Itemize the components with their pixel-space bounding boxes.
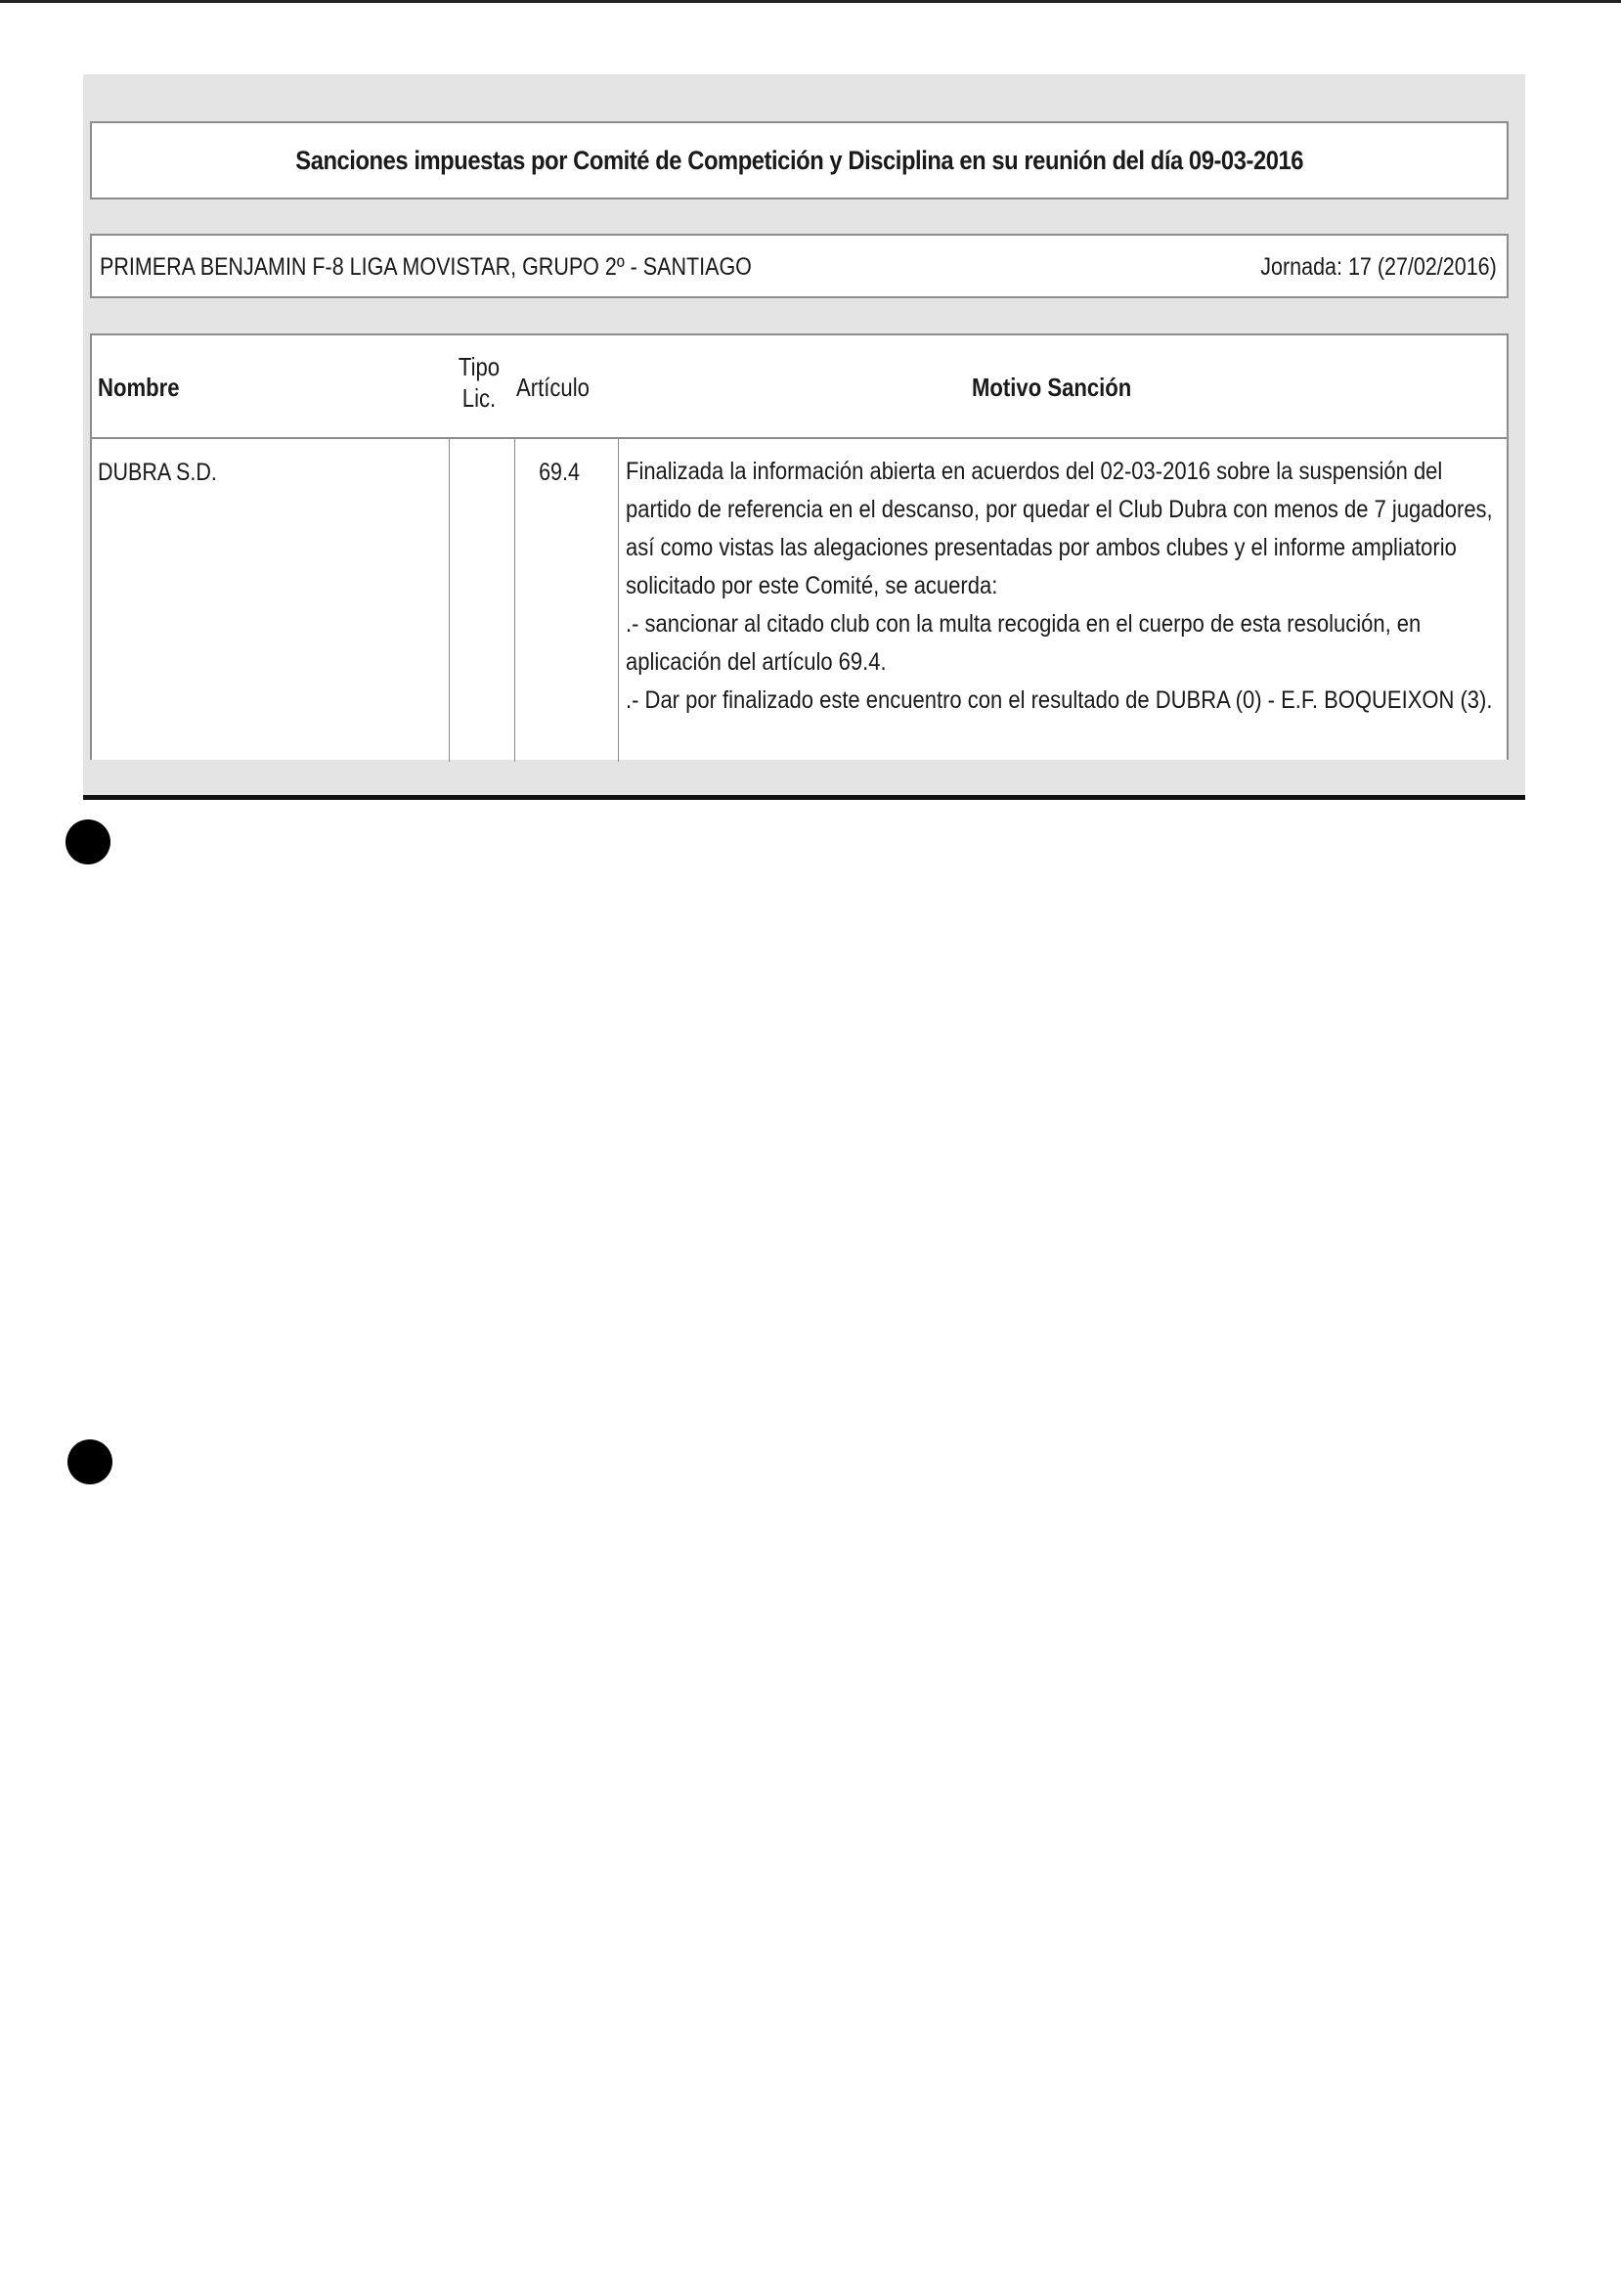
group-name: PRIMERA BENJAMIN F-8 LIGA MOVISTAR, GRUPO 2º - SANTIAGO [100, 253, 752, 281]
table-header [92, 335, 1507, 439]
header-articulo: Artículo [516, 373, 590, 402]
title-box [90, 121, 1509, 199]
header-motivo-sancion: Motivo Sanción [972, 373, 1132, 402]
motivo-paragraph: .- Dar por finalizado este encuentro con el resultado de DUBRA (0) - E.F. BOQUEIXON (3). [626, 686, 1493, 714]
header-tipo-lic: Tipo Lic. [458, 352, 501, 413]
motivo-paragraph: Finalizada la información abierta en acuerdos del 02-03-2016 sobre la suspensión del partido de referencia en el descanso, por quedar el Club Dubra con menos de 7 jugadores, así como vistas las alegaciones presentadas por ambos clubes y el informe ampliatorio solicitado por este Comité, se acuerda: [626, 458, 1493, 599]
cell-motivo-sancion [626, 453, 1504, 720]
document-title: Sanciones impuestas por Comité de Competición y Disciplina en su reunión del día 09-03-2016 [295, 145, 1303, 175]
cell-nombre: DUBRA S.D. [98, 459, 217, 486]
motivo-paragraph: .- sancionar al citado club con la multa recogida en el cuerpo de esta resolución, en aplicación del artículo 69.4. [626, 610, 1422, 676]
jornada-label: Jornada: 17 (27/02/2016) [1260, 253, 1497, 281]
header-nombre: Nombre [98, 373, 180, 402]
group-info-bar [90, 234, 1509, 298]
punch-hole [66, 819, 110, 864]
punch-hole [67, 1439, 112, 1484]
column-divider [618, 439, 619, 762]
cell-articulo: 69.4 [539, 459, 580, 486]
sanctions-table [90, 333, 1509, 760]
column-divider [449, 439, 450, 762]
sanctions-panel [83, 74, 1525, 800]
table-row [92, 439, 1507, 762]
page-top-edge [0, 0, 1621, 3]
column-divider [514, 439, 515, 762]
